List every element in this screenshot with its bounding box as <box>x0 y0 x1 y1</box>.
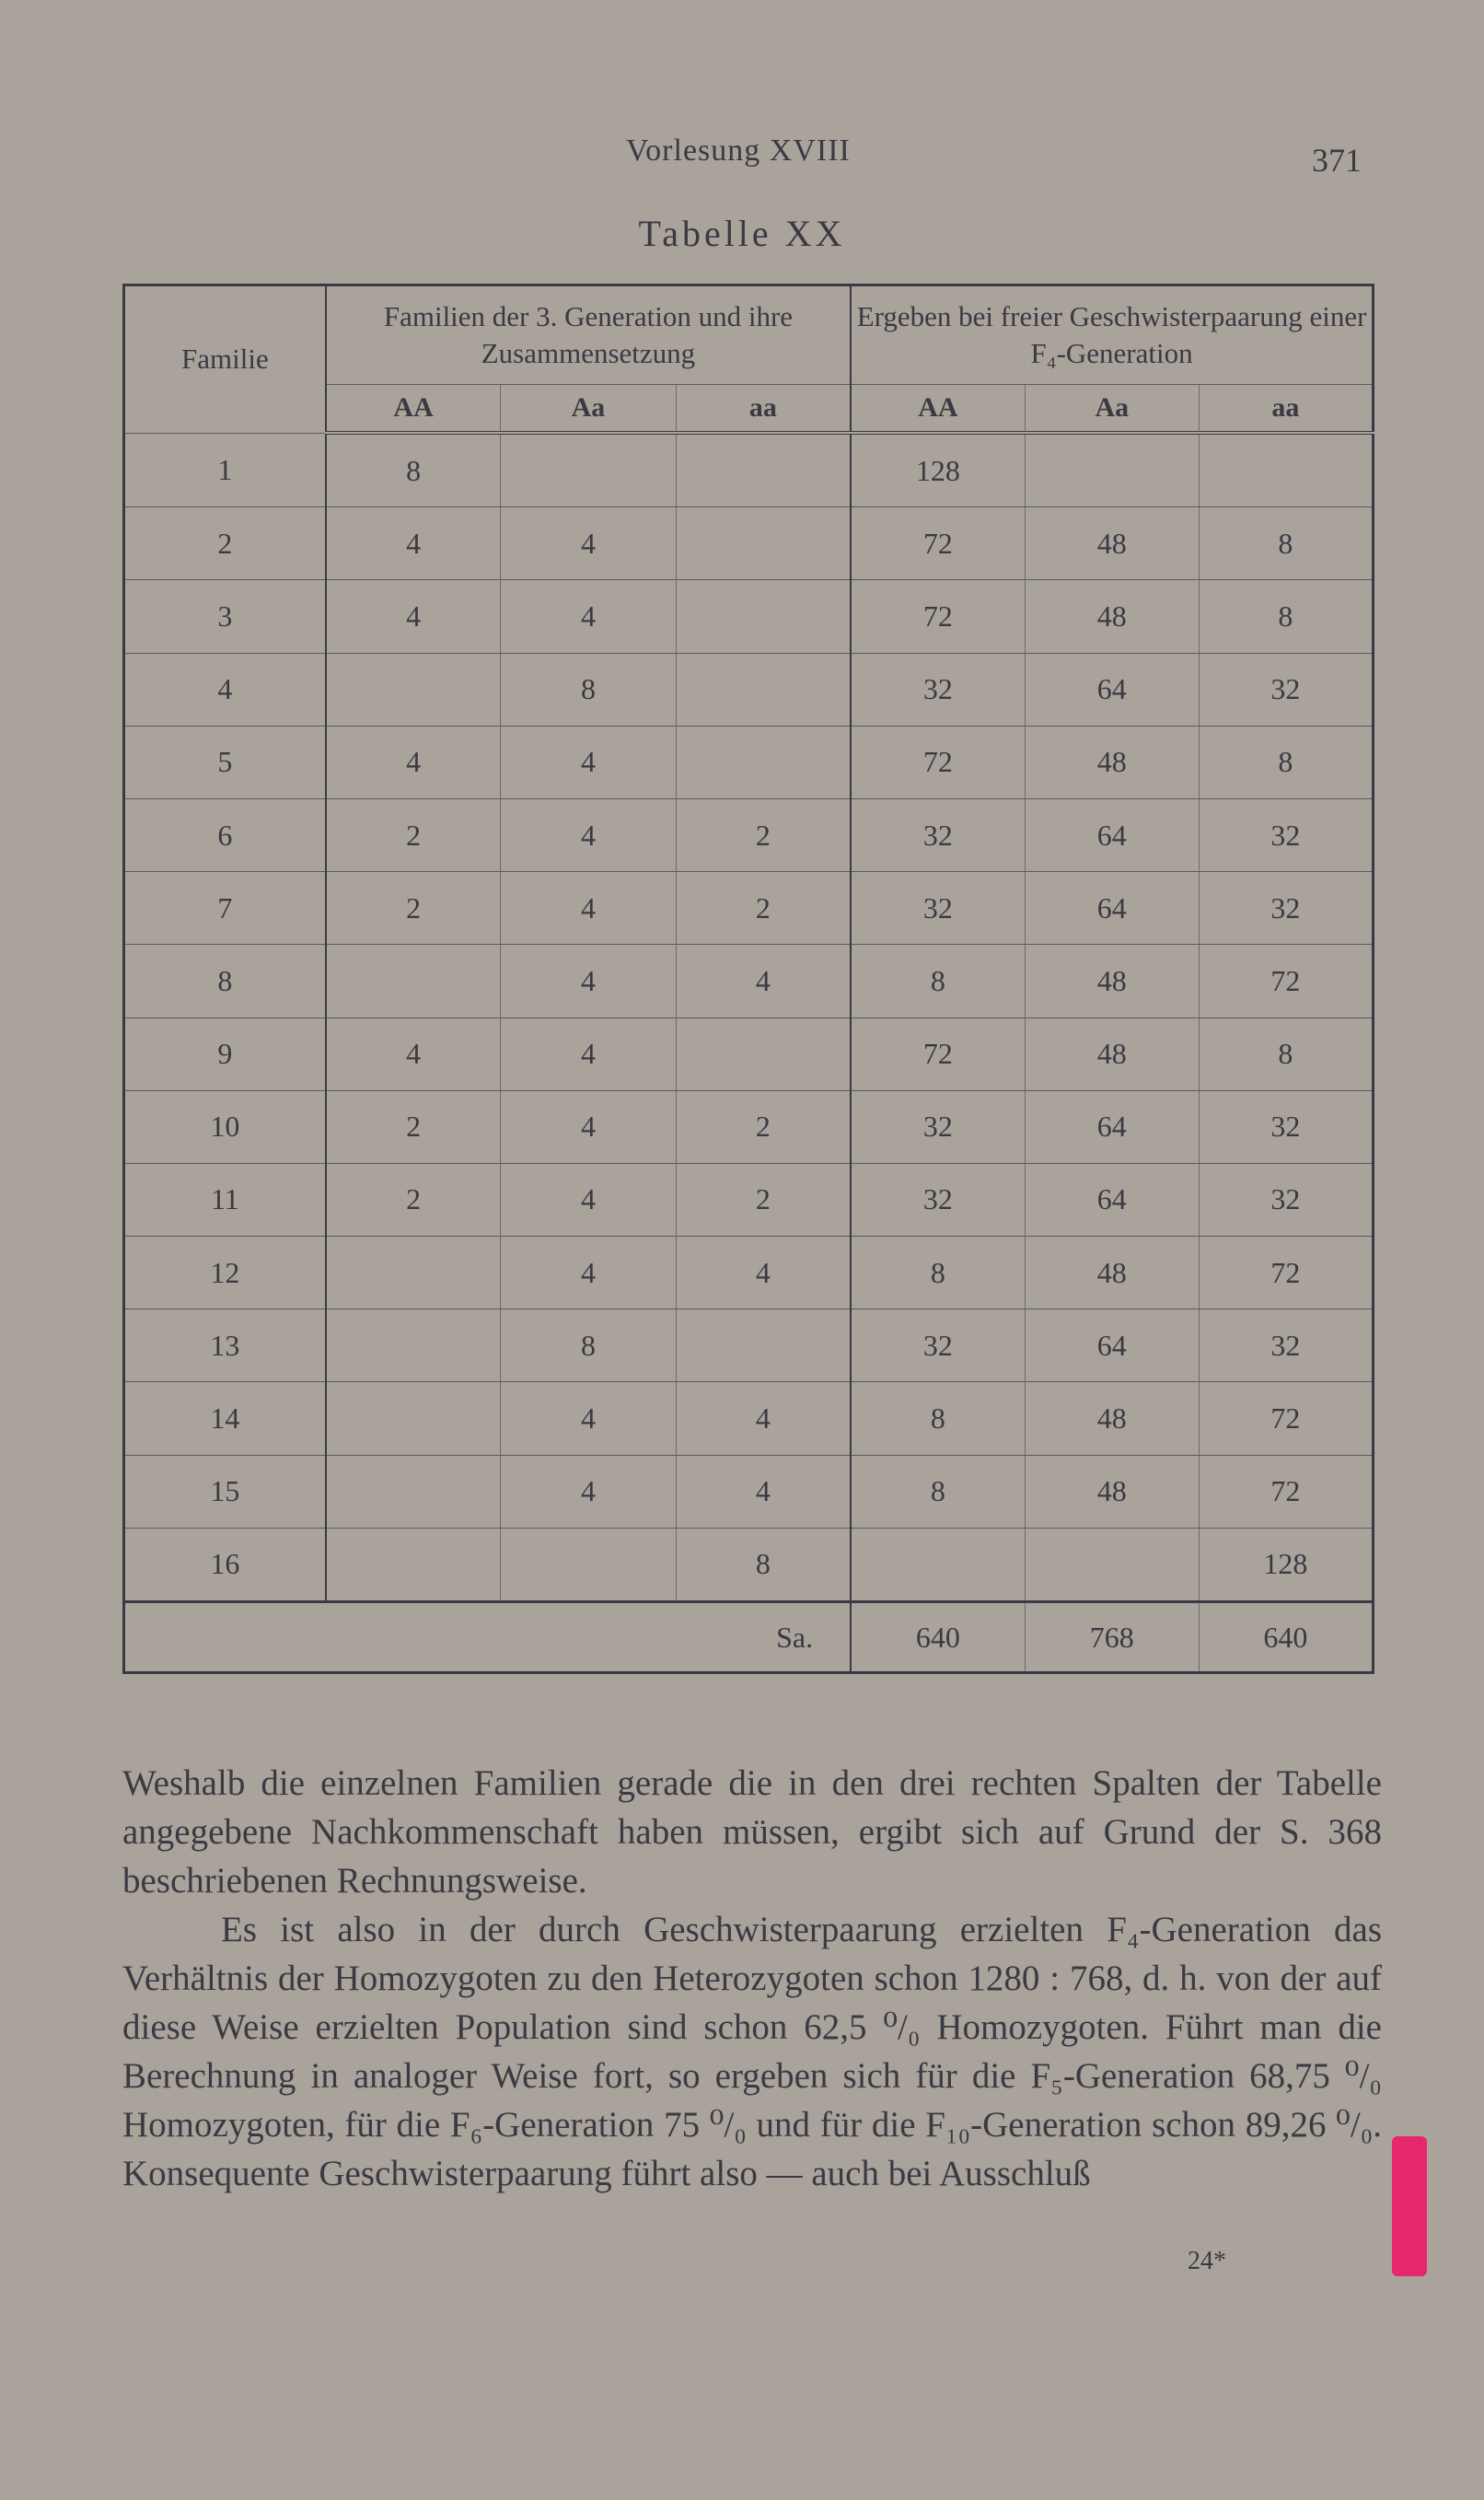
cell-res-aa: 72 <box>1199 1237 1373 1309</box>
table-row <box>124 726 1374 798</box>
cell-res-AA: 72 <box>851 580 1025 653</box>
cell-gen-aa: 4 <box>676 1237 851 1309</box>
cell-res-Aa: 64 <box>1025 798 1199 871</box>
cell-familie: 6 <box>124 798 326 871</box>
cell-res-aa <box>1199 433 1373 507</box>
cell-gen-AA: 2 <box>326 1163 501 1236</box>
cell-gen-AA: 2 <box>326 1090 501 1163</box>
cell-gen-aa: 4 <box>676 945 851 1017</box>
cell-gen-Aa: 4 <box>501 1090 676 1163</box>
cell-res-AA: 32 <box>851 1090 1025 1163</box>
table-row <box>124 653 1374 726</box>
cell-res-aa: 8 <box>1199 1017 1373 1090</box>
table-body <box>124 433 1374 1602</box>
subheader-res-Aa: Aa <box>1025 385 1199 434</box>
cell-gen-AA <box>326 1455 501 1528</box>
cell-res-Aa: 64 <box>1025 653 1199 726</box>
table-row <box>124 1237 1374 1309</box>
cell-res-AA: 8 <box>851 1237 1025 1309</box>
subheader-res-AA: AA <box>851 385 1025 434</box>
cell-res-AA: 72 <box>851 726 1025 798</box>
cell-gen-AA: 2 <box>326 798 501 871</box>
cell-gen-Aa: 4 <box>501 798 676 871</box>
cell-res-aa: 72 <box>1199 945 1373 1017</box>
cell-gen-Aa: 8 <box>501 653 676 726</box>
cell-gen-AA <box>326 1382 501 1455</box>
cell-res-aa: 8 <box>1199 726 1373 798</box>
cell-gen-Aa: 8 <box>501 1309 676 1382</box>
signature-mark: 24* <box>1188 2247 1226 2275</box>
cell-gen-aa <box>676 580 851 653</box>
cell-gen-AA: 4 <box>326 1017 501 1090</box>
subheader-res-aa: aa <box>1199 385 1373 434</box>
cell-res-aa: 72 <box>1199 1455 1373 1528</box>
cell-res-AA <box>851 1528 1025 1601</box>
sum-AA: 640 <box>851 1602 1025 1673</box>
table-row <box>124 872 1374 945</box>
cell-gen-aa: 2 <box>676 798 851 871</box>
cell-familie: 4 <box>124 653 326 726</box>
sum-row <box>124 1602 1374 1673</box>
cell-gen-aa: 4 <box>676 1382 851 1455</box>
cell-res-Aa: 64 <box>1025 1090 1199 1163</box>
cell-gen-Aa: 4 <box>501 580 676 653</box>
cell-familie: 11 <box>124 1163 326 1236</box>
cell-res-Aa <box>1025 1528 1199 1601</box>
subheader-gen-AA: AA <box>326 385 501 434</box>
cell-familie: 15 <box>124 1455 326 1528</box>
cell-gen-AA: 4 <box>326 507 501 580</box>
sum-label: Sa. <box>124 1602 852 1673</box>
paragraph-1: Weshalb die einzelnen Familien gerade die in den drei rechten Spalten der Tabelle angegebene Nachkommenschaft haben müssen, ergibt sich auf Grund der S. 368 beschriebenen Rechnungsweise. <box>122 1763 1382 1901</box>
cell-res-aa: 8 <box>1199 507 1373 580</box>
table-caption: Tabelle XX <box>638 213 846 254</box>
cell-familie: 12 <box>124 1237 326 1309</box>
header-familie: Familie <box>124 285 326 434</box>
page-number: 371 <box>1312 142 1362 179</box>
cell-res-aa: 32 <box>1199 653 1373 726</box>
sum-Aa: 768 <box>1025 1602 1199 1673</box>
cell-res-AA: 128 <box>851 433 1025 507</box>
cell-gen-aa <box>676 507 851 580</box>
table-row <box>124 798 1374 871</box>
cell-res-Aa: 48 <box>1025 1017 1199 1090</box>
cell-res-Aa: 64 <box>1025 872 1199 945</box>
cell-res-Aa: 48 <box>1025 580 1199 653</box>
cell-familie: 10 <box>124 1090 326 1163</box>
cell-res-Aa: 48 <box>1025 1237 1199 1309</box>
cell-res-Aa: 64 <box>1025 1163 1199 1236</box>
cell-res-AA: 32 <box>851 653 1025 726</box>
cell-res-Aa: 48 <box>1025 1455 1199 1528</box>
table-row <box>124 945 1374 1017</box>
subheader-gen-aa: aa <box>676 385 851 434</box>
cell-res-AA: 8 <box>851 1382 1025 1455</box>
cell-res-Aa <box>1025 433 1199 507</box>
cell-res-aa: 32 <box>1199 798 1373 871</box>
table-row <box>124 1309 1374 1382</box>
cell-gen-aa: 8 <box>676 1528 851 1601</box>
cell-res-AA: 72 <box>851 507 1025 580</box>
cell-gen-Aa: 4 <box>501 945 676 1017</box>
genetics-table <box>122 284 1374 1674</box>
cell-gen-AA <box>326 1528 501 1601</box>
subheader-gen-Aa: Aa <box>501 385 676 434</box>
cell-res-AA: 32 <box>851 1309 1025 1382</box>
cell-gen-AA: 4 <box>326 580 501 653</box>
cell-res-aa: 32 <box>1199 1163 1373 1236</box>
cell-res-AA: 8 <box>851 945 1025 1017</box>
cell-gen-Aa: 4 <box>501 1237 676 1309</box>
cell-familie: 2 <box>124 507 326 580</box>
cell-gen-aa: 2 <box>676 1163 851 1236</box>
cell-gen-aa <box>676 1017 851 1090</box>
cell-gen-Aa: 4 <box>501 872 676 945</box>
table-row <box>124 507 1374 580</box>
table-row <box>124 433 1374 507</box>
cell-gen-Aa: 4 <box>501 1163 676 1236</box>
cell-gen-aa <box>676 1309 851 1382</box>
cell-gen-aa <box>676 726 851 798</box>
running-head <box>0 134 1484 180</box>
cell-res-Aa: 48 <box>1025 726 1199 798</box>
cell-gen-AA <box>326 1309 501 1382</box>
cell-res-aa: 32 <box>1199 1309 1373 1382</box>
cell-res-AA: 32 <box>851 798 1025 871</box>
cell-familie: 14 <box>124 1382 326 1455</box>
cell-gen-aa: 4 <box>676 1455 851 1528</box>
cell-res-Aa: 64 <box>1025 1309 1199 1382</box>
cell-familie: 5 <box>124 726 326 798</box>
cell-gen-Aa: 4 <box>501 1382 676 1455</box>
cell-gen-aa: 2 <box>676 1090 851 1163</box>
cell-gen-AA: 4 <box>326 726 501 798</box>
pink-marker-tab <box>1392 2136 1427 2276</box>
cell-gen-AA: 8 <box>326 433 501 507</box>
cell-res-AA: 8 <box>851 1455 1025 1528</box>
cell-res-AA: 32 <box>851 872 1025 945</box>
table-row <box>124 1090 1374 1163</box>
cell-gen-Aa: 4 <box>501 726 676 798</box>
table-row <box>124 580 1374 653</box>
table-row <box>124 1382 1374 1455</box>
cell-res-Aa: 48 <box>1025 1382 1199 1455</box>
cell-res-AA: 72 <box>851 1017 1025 1090</box>
header-result-group: Ergeben bei freier Geschwisterpaarung einer F₄-Generation <box>851 285 1373 385</box>
cell-res-aa: 128 <box>1199 1528 1373 1601</box>
cell-gen-Aa: 4 <box>501 1455 676 1528</box>
running-title: Vorlesung XVIII <box>626 134 851 168</box>
cell-gen-Aa: 4 <box>501 507 676 580</box>
cell-gen-aa: 2 <box>676 872 851 945</box>
cell-gen-AA: 2 <box>326 872 501 945</box>
cell-gen-AA <box>326 945 501 1017</box>
cell-familie: 8 <box>124 945 326 1017</box>
cell-familie: 13 <box>124 1309 326 1382</box>
cell-familie: 1 <box>124 433 326 507</box>
cell-res-AA: 32 <box>851 1163 1025 1236</box>
cell-res-aa: 32 <box>1199 872 1373 945</box>
cell-familie: 16 <box>124 1528 326 1601</box>
cell-gen-AA <box>326 1237 501 1309</box>
cell-gen-aa <box>676 653 851 726</box>
cell-gen-Aa <box>501 1528 676 1601</box>
sum-aa: 640 <box>1199 1602 1373 1673</box>
cell-gen-Aa <box>501 433 676 507</box>
cell-familie: 9 <box>124 1017 326 1090</box>
paragraph-2: Es ist also in der durch Geschwisterpaarung erzielten F₄-Generation das Verhältnis der Homozygoten zu den Heterozygoten schon 1280 : 768, d. h. von der auf diese Weise erzielten Population sind schon 62,5 ⁰/₀ Homozygoten. Führt man die Berechnung in analoger Weise fort, so ergeben sich für die F₅-Generation 68,75 ⁰/₀ Homozygoten, für die F₆-Generation 75 ⁰/₀ und für die F₁₀-Generation schon 89,26 ⁰/₀. Konsequente Geschwisterpaarung führt also — auch bei Ausschluß <box>122 1910 1382 2193</box>
body-text <box>122 1759 1382 2198</box>
table-row <box>124 1455 1374 1528</box>
cell-res-aa: 72 <box>1199 1382 1373 1455</box>
cell-familie: 3 <box>124 580 326 653</box>
cell-gen-aa <box>676 433 851 507</box>
header-generation-group: Familien der 3. Generation und ihre Zusammensetzung <box>326 285 851 385</box>
table-row <box>124 1163 1374 1236</box>
cell-res-aa: 8 <box>1199 580 1373 653</box>
cell-gen-Aa: 4 <box>501 1017 676 1090</box>
cell-res-Aa: 48 <box>1025 945 1199 1017</box>
table-row <box>124 1017 1374 1090</box>
table-row <box>124 1528 1374 1601</box>
cell-res-aa: 32 <box>1199 1090 1373 1163</box>
cell-familie: 7 <box>124 872 326 945</box>
cell-gen-AA <box>326 653 501 726</box>
cell-res-Aa: 48 <box>1025 507 1199 580</box>
